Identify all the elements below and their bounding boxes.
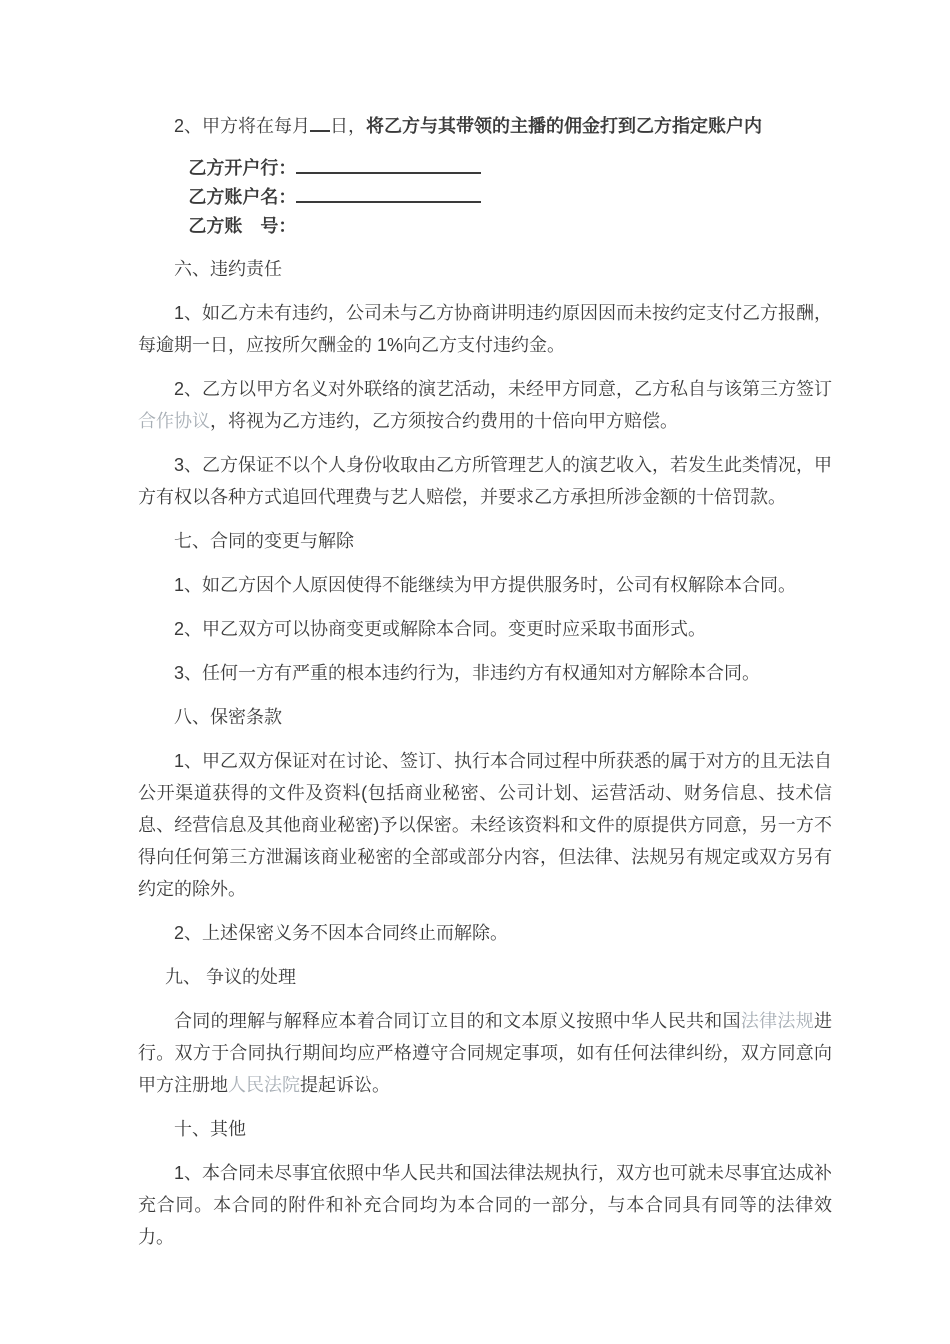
text-run: 进行。双方于合同执行期间均应严格遵守合同规定事项，如有任何法律纠纷，双方同意向甲方注册地: [138, 1011, 833, 1095]
clause-paragraph: [138, 657, 832, 689]
text-run: 1、如乙方因个人原因使得不能继续为甲方提供服务时，公司有权解除本合同。: [174, 575, 797, 595]
field-label: 乙方账户名：: [188, 187, 297, 207]
field-row: [138, 212, 832, 241]
entity-link[interactable]: 合作协议: [138, 411, 210, 431]
entity-link[interactable]: 人民法院: [228, 1075, 300, 1095]
section-heading: 七、合同的变更与解除: [174, 531, 354, 551]
text-run: 日，: [330, 116, 367, 136]
clause-paragraph: [138, 449, 832, 513]
blank-underline: [296, 157, 481, 174]
blank-underline: [310, 115, 330, 132]
text-run: 1、甲乙双方保证对在讨论、签订、执行本合同过程中所获悉的属于对方的且无法自公开渠道获得的文件及资料(包括商业秘密、公司计划、运营活动、财务信息、技术信息、经营信息及其他商业秘密)予以保密。未经该资料和文件的原提供方同意，另一方不得向任何第三方泄漏该商业秘密的全部或部分内容，但法律、法规另有规定或双方另有约定的除外。: [138, 751, 833, 899]
section-heading: 八、保密条款: [174, 707, 282, 727]
clause-paragraph: [138, 917, 832, 949]
text-run: 2、乙方以甲方名义对外联络的演艺活动，未经甲方同意，乙方私自与该第三方签订: [174, 379, 833, 399]
section-heading: 十、其他: [174, 1119, 246, 1139]
entity-link[interactable]: 法律法规: [740, 1011, 815, 1031]
text-run: 1、如乙方未有违约，公司未与乙方协商讲明违约原因因而未按约定支付乙方报酬，每逾期一日，应按所欠酬金的 1%向乙方支付违约金。: [138, 303, 833, 355]
section-heading: 六、违约责任: [174, 259, 282, 279]
field-row: [138, 154, 832, 183]
bank-fields-group: [138, 154, 832, 241]
text-run: 1、本合同未尽事宜依照中华人民共和国法律法规执行，双方也可就未尽事宜达成补充合同。本合同的附件和补充合同均为本合同的一部分，与本合同具有同等的法律效力。: [138, 1163, 833, 1247]
section-heading: 九、 争议的处理: [165, 967, 297, 987]
bold-text-run: 将乙方与其带领的主播的佣金打到乙方指定账户内: [366, 116, 763, 136]
field-label: 乙方账 号：: [188, 216, 297, 236]
blank-underline: [296, 186, 481, 203]
clause-paragraph: [138, 613, 832, 645]
clause-paragraph: [138, 297, 832, 361]
clause-paragraph: [138, 1005, 832, 1101]
clause-paragraph: [138, 110, 832, 142]
text-run: 3、任何一方有严重的根本违约行为，非违约方有权通知对方解除本合同。: [174, 663, 761, 683]
clause-paragraph: [138, 745, 832, 905]
text-run: 合同的理解与解释应本着合同订立目的和文本原义按照中华人民共和国: [174, 1011, 741, 1031]
text-run: 3、乙方保证不以个人身份收取由乙方所管理艺人的演艺收入，若发生此类情况，甲方有权以各种方式追回代理费与艺人赔偿，并要求乙方承担所涉金额的十倍罚款。: [138, 455, 833, 507]
text-run: ，将视为乙方违约，乙方须按合约费用的十倍向甲方赔偿。: [210, 411, 678, 431]
field-row: [138, 183, 832, 212]
text-run: 2、上述保密义务不因本合同终止而解除。: [174, 923, 509, 943]
field-label: 乙方开户行：: [188, 158, 297, 178]
text-run: 2、甲乙双方可以协商变更或解除本合同。变更时应采取书面形式。: [174, 619, 707, 639]
clause-paragraph: [138, 569, 832, 601]
clause-paragraph: [138, 1157, 832, 1253]
text-run: 提起诉讼。: [300, 1075, 390, 1095]
text-run: 2、甲方将在每月: [174, 116, 311, 136]
clause-paragraph: [138, 373, 832, 437]
